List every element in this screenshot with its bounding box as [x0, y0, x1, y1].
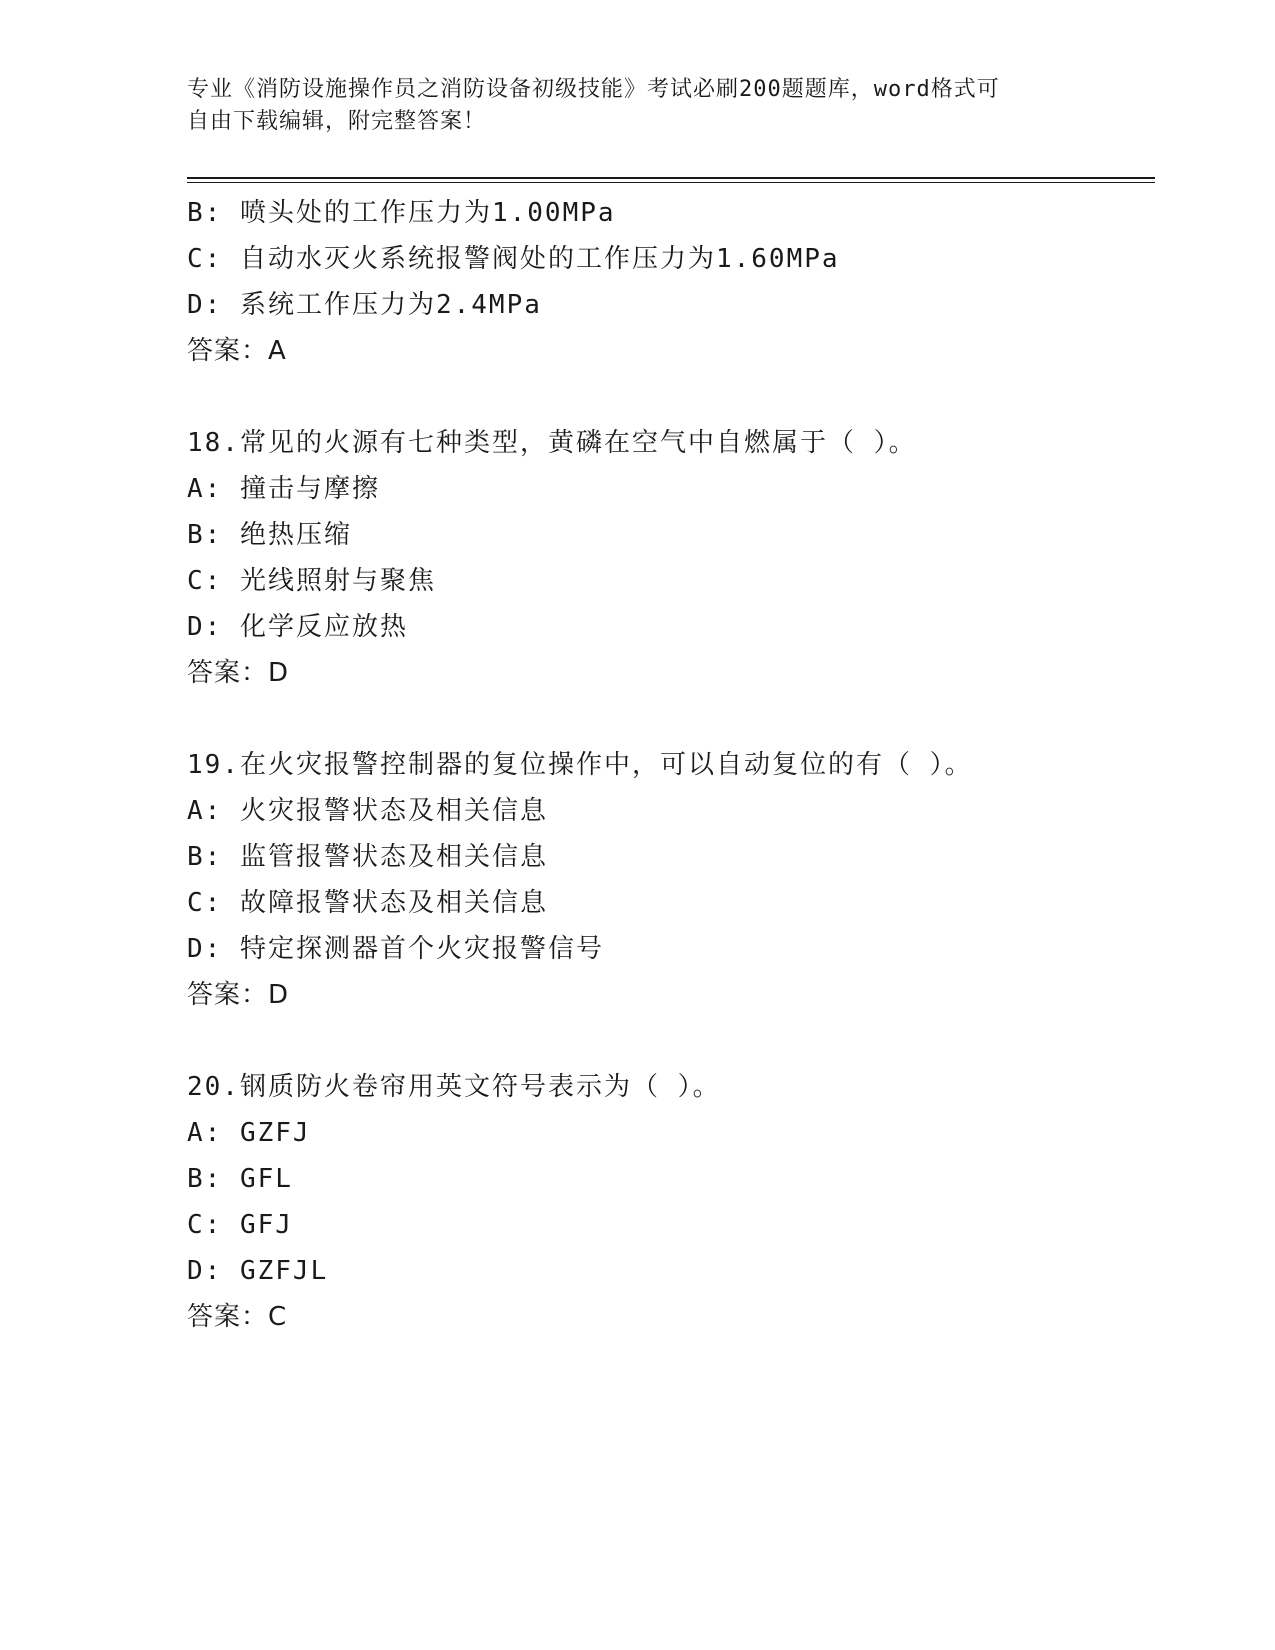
question-stem: 20.钢质防火卷帘用英文符号表示为（ ）。	[187, 1072, 721, 1102]
option-d: D: 化学反应放热	[187, 612, 408, 642]
option-d: D: 系统工作压力为2.4MPa	[187, 290, 542, 320]
question-spacer	[187, 696, 1147, 742]
option-a: A: 撞击与摩擦	[187, 474, 380, 504]
question-stem: 19.在火灾报警控制器的复位操作中，可以自动复位的有（ ）。	[187, 750, 973, 780]
answer-line: 答案：D	[187, 658, 290, 688]
question-block-17	[187, 190, 1147, 374]
header-divider-thin	[187, 182, 1155, 183]
document-header	[187, 74, 1087, 138]
option-d: D: GZFJL	[187, 1256, 329, 1286]
option-a: A: 火灾报警状态及相关信息	[187, 796, 548, 826]
option-c: C: 自动水灭火系统报警阀处的工作压力为1.60MPa	[187, 244, 840, 274]
option-c: C: 光线照射与聚焦	[187, 566, 436, 596]
question-block-18	[187, 420, 1147, 696]
option-b: B: GFL	[187, 1164, 293, 1194]
option-b: B: 喷头处的工作压力为1.00MPa	[187, 198, 616, 228]
question-spacer	[187, 1018, 1147, 1064]
question-block-20	[187, 1064, 1147, 1340]
answer-line: 答案：A	[187, 336, 287, 366]
option-d: D: 特定探测器首个火灾报警信号	[187, 934, 604, 964]
question-list	[187, 190, 1147, 1340]
question-block-19	[187, 742, 1147, 1018]
header-line-2: 自由下载编辑，附完整答案！	[187, 109, 487, 134]
header-divider-thick	[187, 177, 1155, 179]
option-c: C: 故障报警状态及相关信息	[187, 888, 548, 918]
option-c: C: GFJ	[187, 1210, 293, 1240]
question-stem: 18.常见的火源有七种类型，黄磷在空气中自燃属于（ ）。	[187, 428, 917, 458]
option-b: B: 绝热压缩	[187, 520, 352, 550]
answer-line: 答案：C	[187, 1302, 288, 1332]
answer-line: 答案：D	[187, 980, 290, 1010]
header-line-1: 专业《消防设施操作员之消防设备初级技能》考试必刷200题题库，word格式可	[187, 77, 1000, 102]
option-a: A: GZFJ	[187, 1118, 311, 1148]
question-spacer	[187, 374, 1147, 420]
option-b: B: 监管报警状态及相关信息	[187, 842, 548, 872]
